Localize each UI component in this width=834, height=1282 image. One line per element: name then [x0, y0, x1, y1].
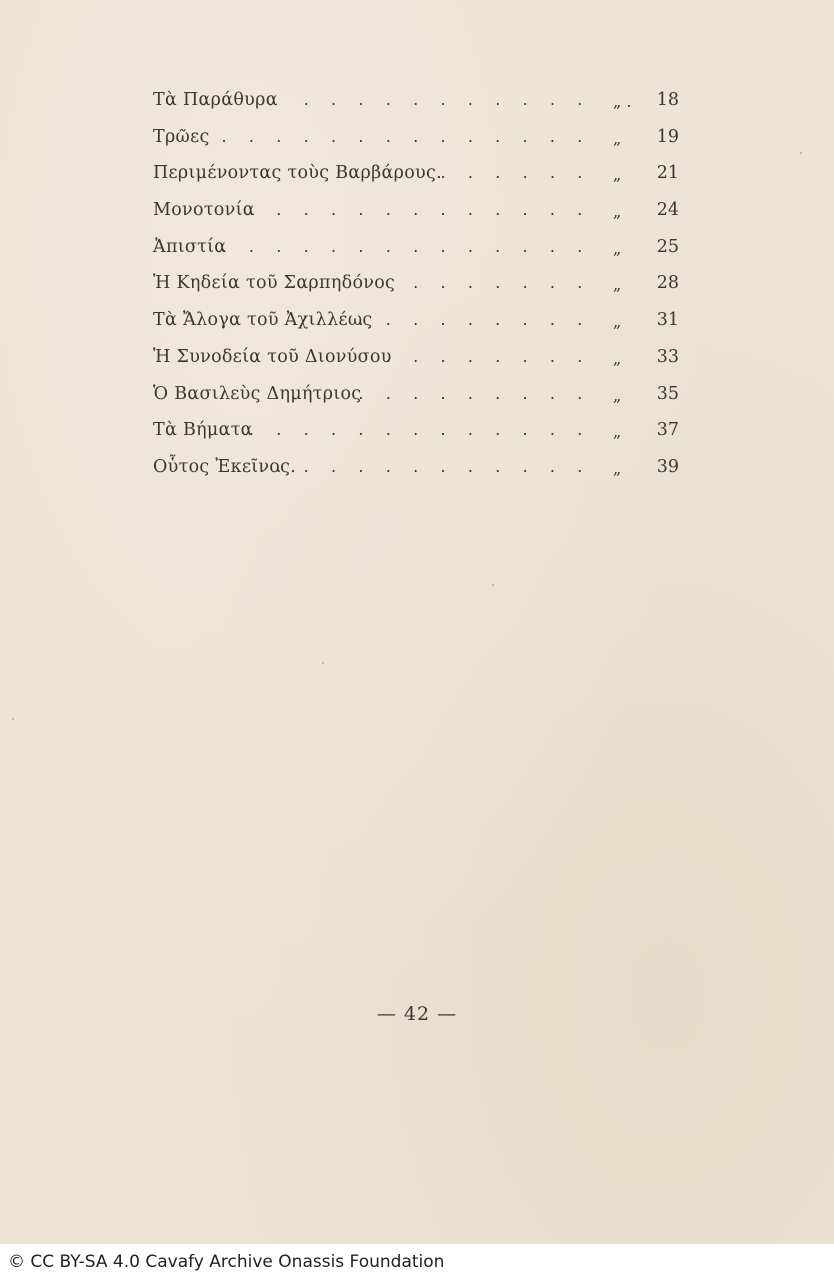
- toc-entry-title: Μονοτονία: [153, 200, 255, 221]
- toc-page-number: 31: [656, 310, 679, 331]
- toc-page-number: 33: [656, 346, 679, 367]
- toc-page-number: 21: [656, 163, 679, 184]
- toc-leader-dots: . . . . . . . . .: [358, 383, 591, 403]
- toc-entry-title: Τὰ Παράθυρα: [153, 90, 278, 110]
- toc-leader-dots: . . . . . . . .: [385, 346, 591, 366]
- paper-speck: [322, 662, 324, 664]
- table-of-contents: [147, 82, 683, 486]
- toc-leader-dots: . . . . . . . . . . . . .: [248, 420, 591, 440]
- license-credit: © CC BY-SA 4.0 Cavafy Archive Onassis Foundation: [8, 1252, 445, 1272]
- toc-page-number: 28: [656, 273, 679, 294]
- toc-entry-title: Τρῶες: [153, 126, 210, 147]
- toc-entry: [147, 119, 683, 156]
- toc-entry-title: Ἀπιστία: [153, 236, 227, 257]
- toc-leader-dots: . . . . . . . . . . . .: [276, 456, 591, 476]
- toc-ditto-mark: „: [613, 422, 622, 442]
- toc-entry-title: Οὗτος Ἐκεῖνος.: [153, 456, 297, 477]
- toc-leader-dots: . . . . . . . . . . . . . .: [221, 236, 591, 256]
- page-number: — 42 —: [376, 1003, 458, 1025]
- toc-entry: [147, 376, 683, 413]
- toc-entry: [147, 449, 683, 486]
- toc-ditto-mark: „: [613, 385, 622, 405]
- toc-entry-title: Τὰ Βήματα: [153, 420, 253, 441]
- toc-entry-title: Ὁ Βασιλεὺς Δημήτριος: [153, 383, 362, 404]
- toc-entry-title: Ἡ Κηδεία τοῦ Σαρπηδόνος: [153, 273, 396, 294]
- toc-leader-dots: . . . . . .: [440, 163, 591, 183]
- paper-speck: [12, 718, 14, 720]
- archive-footer: [0, 1244, 834, 1282]
- toc-ditto-mark: „: [613, 165, 622, 185]
- toc-ditto-mark: „: [613, 312, 622, 332]
- toc-ditto-mark: „: [613, 202, 622, 222]
- toc-page-number: 25: [656, 236, 679, 257]
- toc-ditto-mark: „ .: [613, 92, 632, 111]
- toc-entry: [147, 412, 683, 449]
- toc-ditto-mark: „: [613, 458, 622, 478]
- toc-entry: [147, 229, 683, 266]
- toc-entry: [147, 82, 683, 119]
- toc-page-number: 19: [656, 126, 679, 147]
- toc-entry: [147, 302, 683, 339]
- toc-leader-dots: . . . . . . . . . . . . .: [248, 200, 591, 220]
- toc-ditto-mark: „: [613, 128, 622, 148]
- toc-entry-title: Ἡ Συνοδεία τοῦ Διονύσου: [153, 346, 392, 367]
- toc-page-number: 35: [656, 383, 679, 404]
- toc-ditto-mark: „: [613, 275, 622, 295]
- toc-leader-dots: . . . . . . . . . . . . . .: [221, 126, 591, 146]
- toc-ditto-mark: „: [613, 348, 622, 368]
- toc-page-number: 39: [656, 456, 679, 477]
- toc-entry-title: Τὰ Ἄλογα τοῦ Ἀχιλλέως: [153, 310, 373, 331]
- toc-entry: [147, 155, 683, 192]
- toc-entry-title: Περιμένοντας τοὺς Βαρβάρους.: [153, 163, 442, 184]
- toc-ditto-mark: „: [613, 238, 622, 258]
- toc-leader-dots: . . . . . . .: [413, 273, 591, 293]
- paper-speck: [492, 584, 494, 586]
- toc-leader-dots: . . . . . . . . .: [358, 310, 591, 330]
- toc-entry: [147, 192, 683, 229]
- toc-page-number: 18: [656, 90, 679, 110]
- toc-leader-dots: . . . . . . . . . . .: [303, 90, 591, 109]
- toc-page-number: 37: [656, 420, 679, 441]
- toc-page-number: 24: [656, 200, 679, 221]
- paper-speck: [800, 152, 802, 154]
- toc-entry: [147, 265, 683, 302]
- toc-entry: [147, 339, 683, 376]
